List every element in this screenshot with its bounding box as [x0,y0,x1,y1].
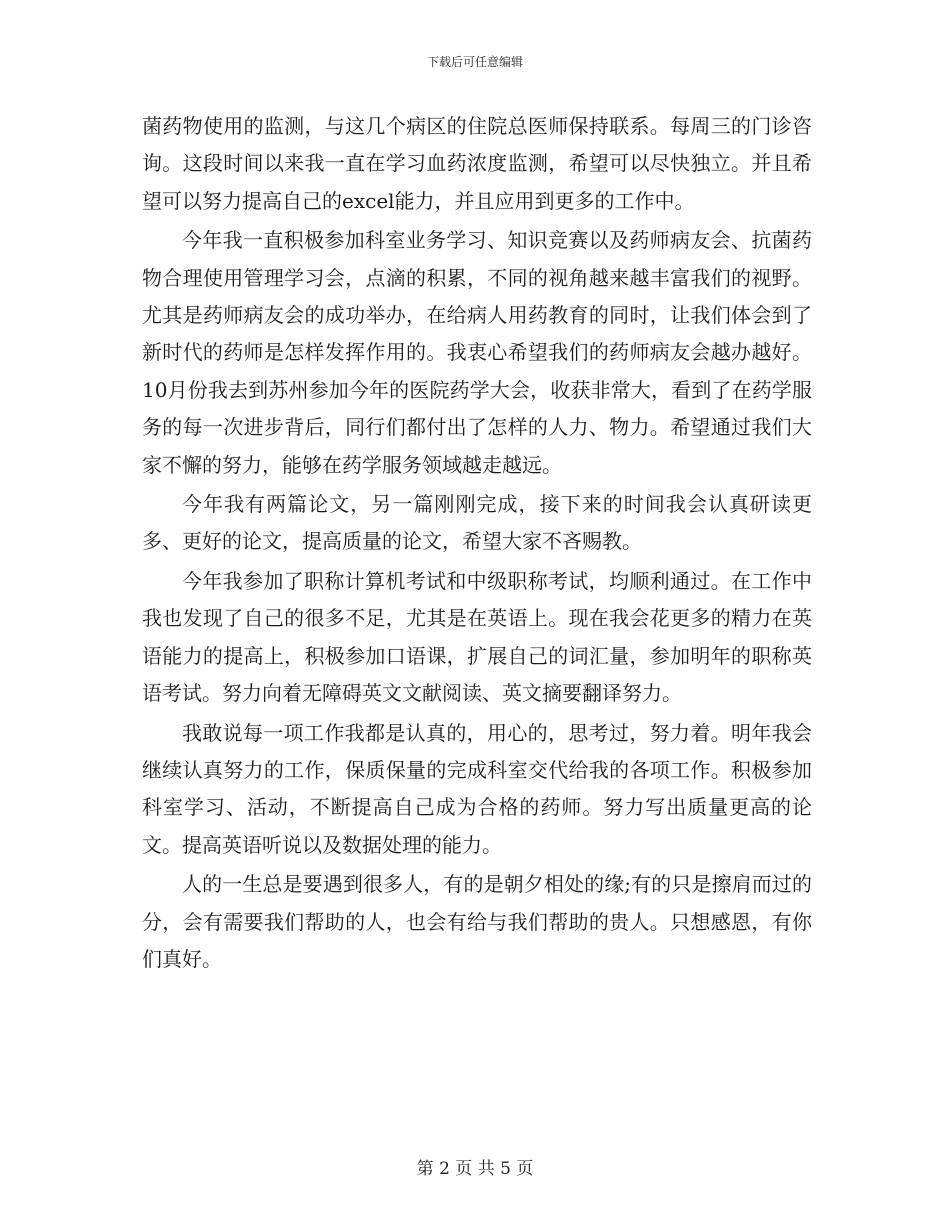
document-body [142,108,812,980]
paragraph-continuation: 菌药物使用的监测，与这几个病区的住院总医师保持联系。每周三的门诊咨询。这段时间以来我一直在学习血药浓度监测，希望可以尽快独立。并且希望可以努力提高自己的excel能力，并且应用到更多的工作中。 [142,114,812,213]
paragraph-plans: 我敢说每一项工作我都是认真的，用心的，思考过，努力着。明年我会继续认真努力的工作，保质保量的完成科室交代给我的各项工作。积极参加科室学习、活动，不断提高自己成为合格的药师。努力写出质量更高的论文。提高英语听说以及数据处理的能力。 [142,720,812,857]
page-number: 第 2 页 共 5 页 [416,1159,534,1179]
page-header: 下载后可任意编辑 [426,55,523,69]
paragraph-exams: 今年我参加了职称计算机考试和中级职称考试，均顺利通过。在工作中我也发现了自己的很多不足，尤其是在英语上。现在我会花更多的精力在英语能力的提高上，积极参加口语课，扩展自己的词汇量，参加明年的职称英语考试。努力向着无障碍英文文献阅读、英文摘要翻译努力。 [142,568,812,706]
paragraph-papers: 今年我有两篇论文，另一篇刚刚完成，接下来的时间我会认真研读更多、更好的论文，提高质量的论文，希望大家不吝赐教。 [142,492,812,554]
paragraph-activities: 今年我一直积极参加科室业务学习、知识竞赛以及药师病友会、抗菌药物合理使用管理学习会，点滴的积累，不同的视角越来越丰富我们的视野。尤其是药师病友会的成功举办，在给病人用药教育的同时，让我们体会到了新时代的药师是怎样发挥作用的。我衷心希望我们的药师病友会越办越好。10月份我去到苏州参加今年的医院药学大会，收获非常大，看到了在药学服务的每一次进步背后，同行们都付出了怎样的人力、物力。希望通过我们大家不懈的努力，能够在药学服务领域越走越远。 [142,228,812,477]
paragraph-gratitude: 人的一生总是要遇到很多人，有的是朝夕相处的缘;有的只是擦肩而过的分，会有需要我们帮助的人，也会有给与我们帮助的贵人。只想感恩，有你们真好。 [142,872,812,971]
